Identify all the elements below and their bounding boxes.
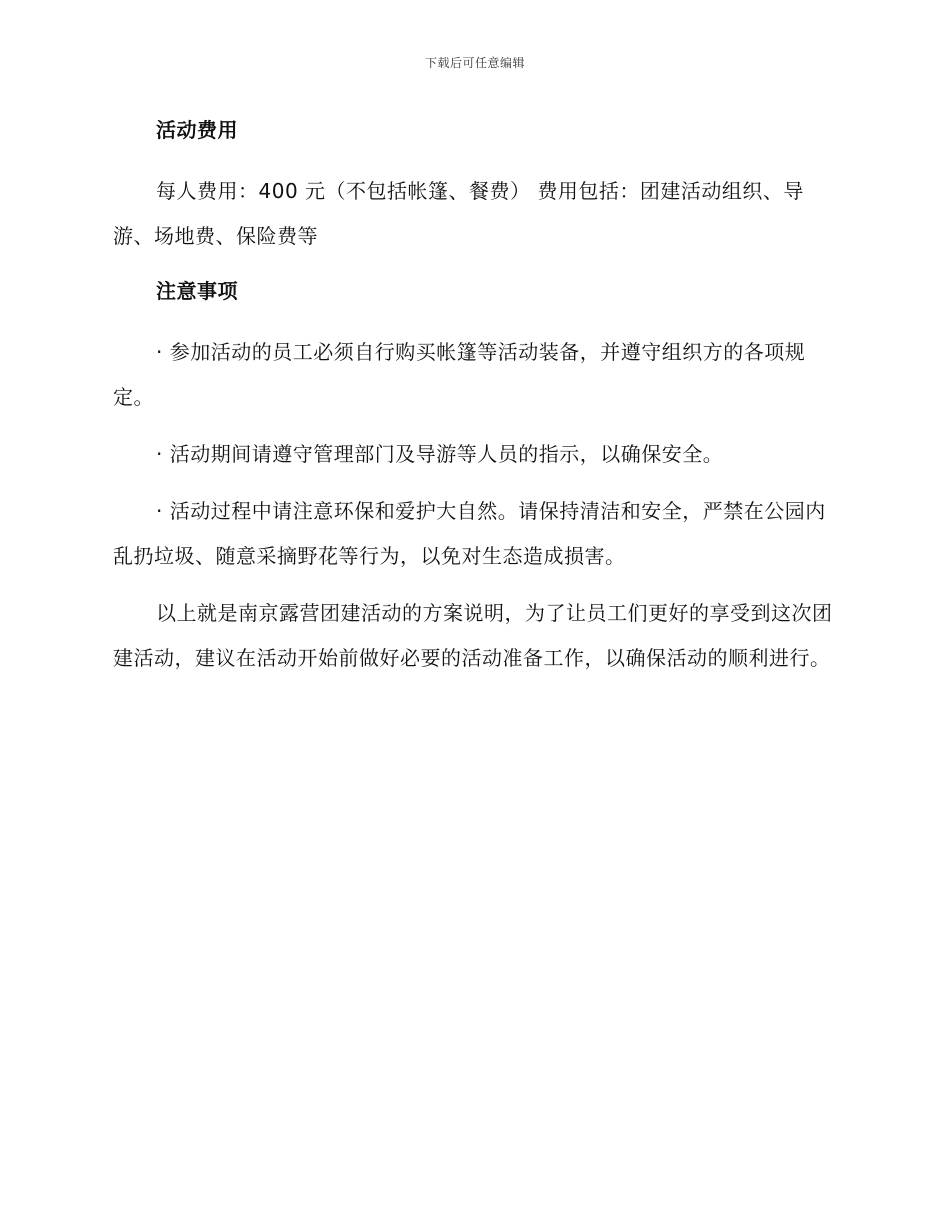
conclusion-paragraph: 以上就是南京露营团建活动的方案说明，为了让员工们更好的享受到这次团建活动，建议在活动开始前做好必要的活动准备工作，以确保活动的顺利进行。 [113,601,833,670]
note-item-environment: · 活动过程中请注意环保和爱护大自然。请保持清洁和安全，严禁在公园内乱扔垃圾、随意采摘野花等行为，以免对生态造成损害。 [113,499,826,568]
section-heading-notes: 注意事项 [156,279,238,303]
document-body [113,114,835,681]
section-heading-fees: 活动费用 [156,118,238,142]
note-item-safety: · 活动期间请遵守管理部门及导游等人员的指示，以确保安全。 [156,442,724,466]
note-item-equipment: · 参加活动的员工必须自行购买帐篷等活动装备，并遵守组织方的各项规定。 [113,340,806,409]
header-note: 下载后可任意编辑 [424,56,525,70]
fees-paragraph: 每人费用：400 元（不包括帐篷、餐费） 费用包括：团建活动组织、导游、场地费、保险费等 [113,179,804,248]
